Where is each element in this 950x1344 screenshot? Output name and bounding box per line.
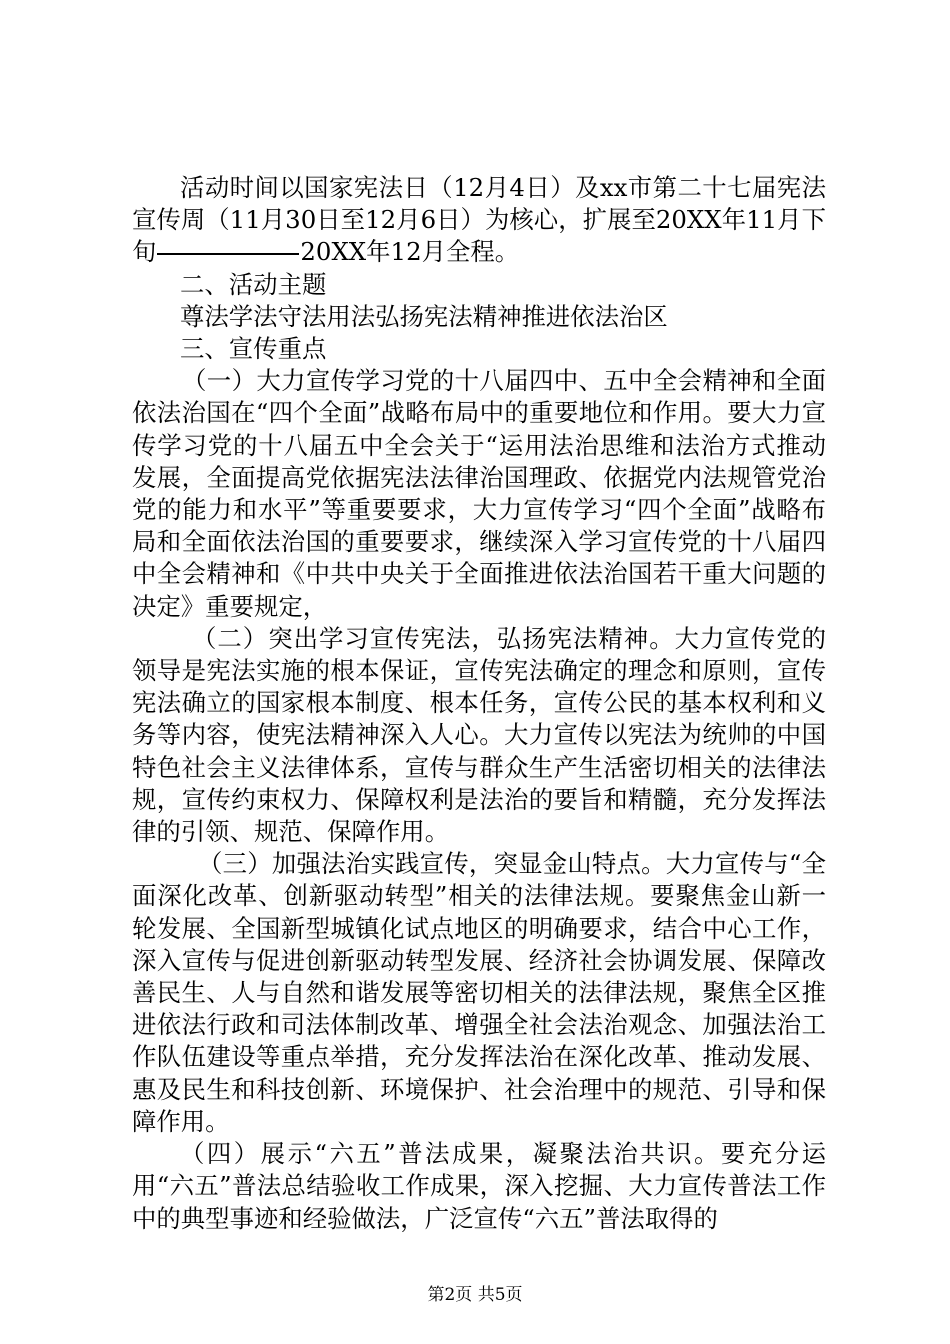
paragraph-theme: 尊法学法守法用法弘扬宪法精神推进依法治区 xyxy=(180,301,668,331)
section-heading-focus: 三、宣传重点 xyxy=(180,334,327,364)
paragraph-focus-4: （四）展示“六五”普法成果，凝聚法治共识。要充分运用“六五”普法总结验收工作成果，深入挖掘、大力宣传普法工作中的典型事迹和经验做法，广泛宣传“六五”普法取得的 xyxy=(132,1139,826,1233)
section-heading-theme: 二、活动主题 xyxy=(180,269,327,299)
document-body xyxy=(132,172,826,1235)
paragraph-focus-3: （三）加强法治实践宣传，突显金山特点。大力宣传与“全面深化改革、创新驱动转型”相关的法律法规。要聚焦金山新一轮发展、全国新型城镇化试点地区的明确要求，结合中心工作，深入宣传与促进创新驱动转型发展、经济社会协调发展、保障改善民生、人与自然和谐发展等密切相关的法律法规，聚焦全区推进依法行政和司法体制改革、增强全社会法治观念、加强法治工作队伍建设等重点举措，充分发挥法治在深化改革、推动发展、惠及民生和科技创新、环境保护、社会治理中的规范、引导和保障作用。 xyxy=(132,849,826,1136)
paragraph-focus-1: （一）大力宣传学习党的十八届四中、五中全会精神和全面依法治国在“四个全面”战略布局中的重要地位和作用。要大力宣传学习党的十八届五中全会关于“运用法治思维和法治方式推动发展，全面提高党依据宪法法律治国理政、依据党内法规管党治党的能力和水平”等重要要求，大力宣传学习“四个全面”战略布局和全面依法治国的重要要求，继续深入学习宣传党的十八届四中全会精神和《中共中央关于全面推进依法治国若干重大问题的决定》重要规定， xyxy=(132,366,826,621)
long-dash-rule xyxy=(157,253,299,255)
paragraph-focus-2: （二）突出学习宣传宪法，弘扬宪法精神。大力宣传党的领导是宪法实施的根本保证，宣传宪法确定的理念和原则，宣传宪法确立的国家根本制度、根本任务，宣传公民的基本权利和义务等内容，使宪法精神深入人心。大力宣传以宪法为统帅的中国特色社会主义法律体系，宣传与群众生产生活密切相关的法律法规，宣传约束权力、保障权利是法治的要旨和精髓，充分发挥法律的引领、规范、保障作用。 xyxy=(132,623,826,847)
page-number-footer: 第2页 共5页 xyxy=(427,1285,523,1305)
activity-time-end-text: 20XX年12月全程。 xyxy=(300,237,520,267)
activity-time-text: 活动时间以国家宪法日（12月4日）及xx市第二十七届宪法宣传周（11月30日至12月6日）为核心，扩展至20XX年11月下旬 xyxy=(132,173,826,267)
paragraph-activity-time xyxy=(132,172,826,269)
